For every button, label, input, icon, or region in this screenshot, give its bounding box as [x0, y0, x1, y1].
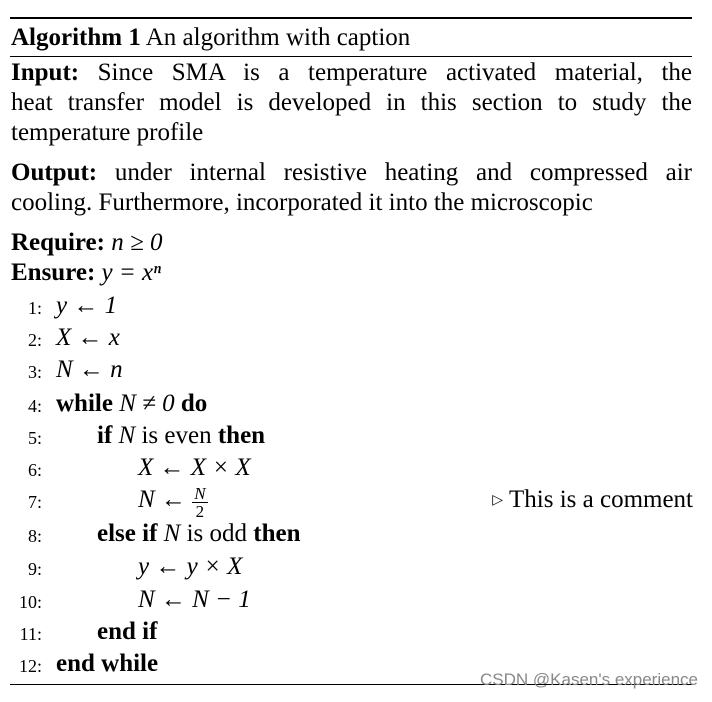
input-line-2: heat transfer model is developed in this section to study the — [11, 89, 692, 116]
require-expr: n ≥ 0 — [111, 229, 163, 256]
algorithm-line-2 — [0, 322, 712, 354]
statement — [138, 484, 208, 520]
fraction — [192, 485, 207, 520]
condition-text: is even — [141, 422, 212, 449]
algorithm-line-4 — [0, 388, 712, 420]
statement: X ← x — [56, 324, 120, 351]
keyword-do: do — [180, 390, 208, 417]
line-number: 5: — [27, 428, 42, 448]
caption-rule — [10, 56, 692, 57]
while-statement — [56, 388, 207, 420]
statement: X ← X × X — [138, 454, 251, 481]
line-number: 2: — [27, 330, 42, 350]
line-number: 10: — [18, 592, 42, 612]
comment-text: This is a comment — [509, 486, 693, 513]
algorithm-line-6 — [0, 452, 712, 484]
condition: N ≠ 0 — [119, 390, 175, 417]
keyword-end-while: end while — [56, 650, 159, 677]
keyword-else-if: else if — [97, 520, 158, 547]
line-number: 1: — [27, 298, 42, 318]
algorithm-line-3 — [0, 354, 712, 386]
statement: N ← n — [56, 356, 123, 383]
condition-text: is odd — [186, 520, 248, 547]
algorithm-line-1 — [0, 290, 712, 322]
ensure-label: Ensure: — [11, 259, 96, 286]
watermark: CSDN @Kasen's experience — [480, 670, 698, 689]
keyword-if: if — [97, 422, 113, 449]
output-text-1: under internal resistive heating and compressed air — [114, 159, 693, 186]
line-number: 9: — [27, 559, 42, 579]
keyword-while: while — [56, 390, 113, 417]
line-number: 11: — [19, 624, 42, 644]
fraction-denominator: 2 — [195, 502, 205, 521]
output-line-1 — [11, 158, 692, 188]
input-line-3: temperature profile — [11, 119, 204, 146]
input-paragraph — [11, 58, 692, 148]
output-label: Output: — [11, 159, 98, 186]
input-line-1 — [11, 58, 692, 88]
condition-var: N — [163, 520, 181, 547]
line-number: 7: — [27, 492, 42, 512]
algorithm-line-11 — [0, 616, 712, 648]
statement: y ← 1 — [56, 292, 118, 319]
line-number: 12: — [18, 656, 42, 676]
ensure-expr: y = xⁿ — [101, 259, 161, 286]
algorithm-label: Algorithm 1 — [11, 24, 141, 51]
if-statement — [97, 420, 265, 452]
assign-lhs: N ← — [138, 486, 186, 513]
keyword-then: then — [217, 422, 266, 449]
algorithm-line-9 — [0, 551, 712, 583]
algorithm-caption — [11, 22, 410, 54]
line-number: 4: — [27, 396, 42, 416]
condition-var: N — [118, 422, 136, 449]
input-label: Input: — [11, 59, 80, 86]
algorithm-line-5 — [0, 420, 712, 452]
algorithm-line-8 — [0, 518, 712, 550]
line-number: 3: — [27, 362, 42, 382]
comment — [492, 484, 693, 517]
output-line-2: cooling. Furthermore, incorporated it into the microscopic — [11, 189, 593, 216]
require-line — [11, 228, 162, 258]
input-text-1: Since SMA is a temperature activated material, the — [97, 59, 692, 86]
output-paragraph — [11, 158, 692, 218]
require-label: Require: — [11, 229, 105, 256]
line-number: 8: — [27, 526, 42, 546]
keyword-end-if: end if — [97, 618, 158, 645]
ensure-line — [11, 258, 161, 288]
statement: y ← y × X — [138, 553, 243, 580]
else-if-statement — [97, 518, 301, 550]
top-rule — [10, 17, 692, 19]
statement: N ← N − 1 — [138, 586, 251, 613]
comment-triangle-icon: ▷ — [492, 493, 503, 508]
fraction-numerator: N — [194, 484, 206, 503]
algorithm-line-10 — [0, 584, 712, 616]
algorithm-caption-text: An algorithm with caption — [145, 24, 411, 51]
line-number: 6: — [27, 460, 42, 480]
algorithm-line-7 — [0, 484, 712, 521]
keyword-then: then — [253, 520, 301, 547]
